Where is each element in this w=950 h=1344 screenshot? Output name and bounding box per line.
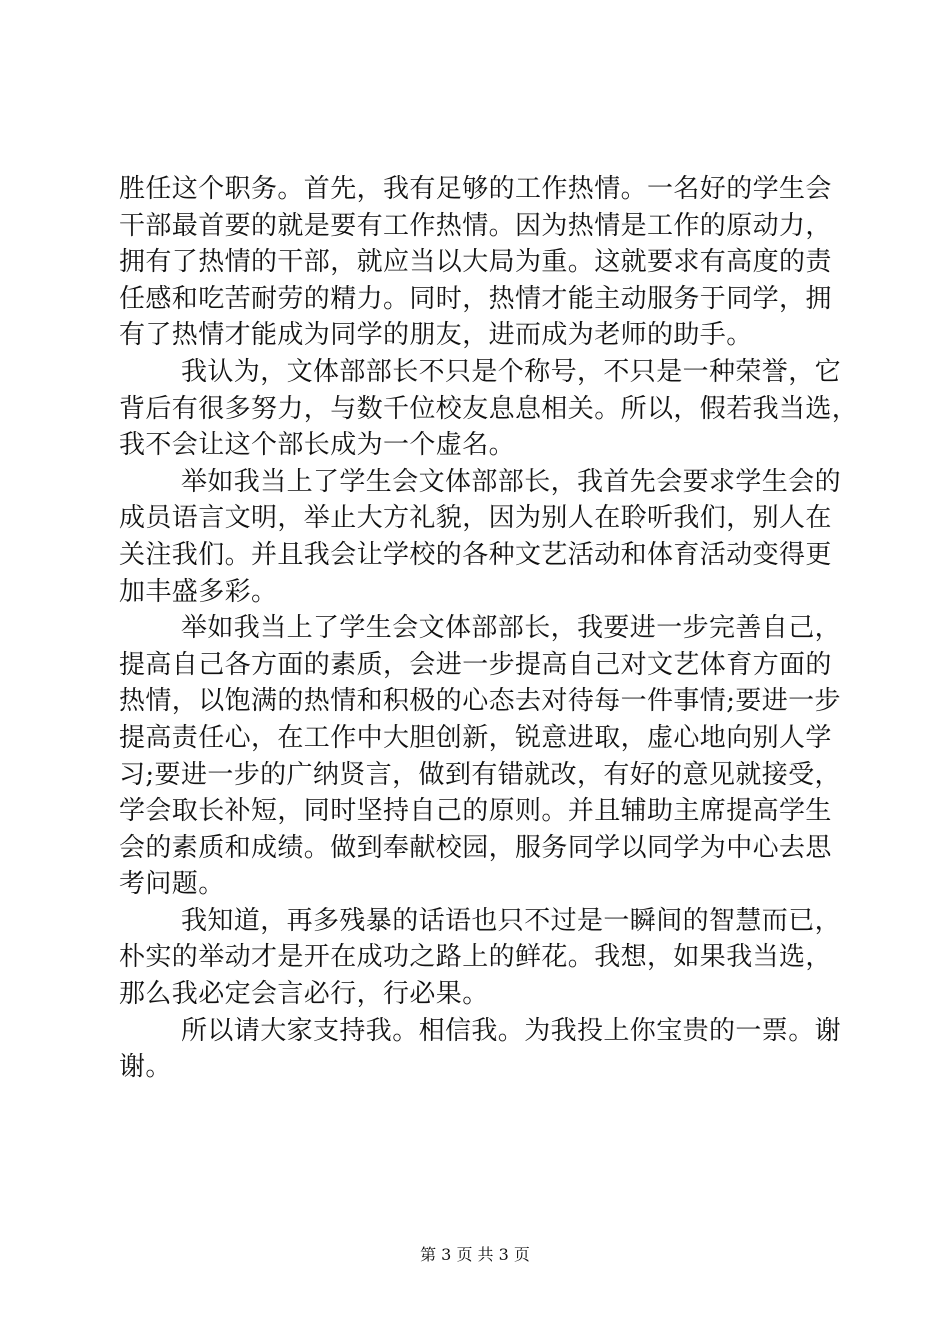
paragraph-first-line: 举如我当上了学生会文体部部长，我首先会要求学生会的 [181, 466, 842, 497]
text-line: 胜任这个职务。首先，我有足够的工作热情。一名好的学生会 [119, 174, 832, 204]
paragraph-first-line: 所以请大家支持我。相信我。为我投上你宝贵的一票。谢 [181, 1015, 842, 1046]
text-line: 背后有很多努力，与数千位校友息息相关。所以，假若我当选， [119, 393, 859, 424]
paragraph-first-line: 举如我当上了学生会文体部部长，我要进一步完善自己， [181, 613, 842, 644]
text-line: 成员语言文明，举止大方礼貌，因为别人在聆听我们，别人在 [119, 503, 832, 534]
text-line: 提高自己各方面的素质，会进一步提高自己对文艺体育方面的 [119, 649, 832, 680]
text-line: 干部最首要的就是要有工作热情。因为热情是工作的原动力， [119, 210, 832, 241]
speech-body [119, 171, 859, 1086]
text-line: 谢。 [119, 1052, 172, 1083]
text-line: 拥有了热情的干部，就应当以大局为重。这就要求有高度的责 [119, 247, 832, 278]
text-line: 加丰盛多彩。 [119, 576, 278, 607]
text-line: 有了热情才能成为同学的朋友，进而成为老师的助手。 [119, 320, 753, 351]
text-line: 我不会让这个部长成为一个虚名。 [119, 430, 516, 461]
text-line: 提高责任心，在工作中大胆创新，锐意进取，虚心地向别人学 [119, 722, 832, 753]
text-line: 那么我必定会言必行，行必果。 [119, 979, 489, 1010]
text-line: 朴实的举动才是开在成功之路上的鲜花。我想，如果我当选， [119, 942, 832, 973]
text-line: 习;要进一步的广纳贤言，做到有错就改，有好的意见就接受， [119, 759, 841, 790]
text-line: 学会取长补短，同时坚持自己的原则。并且辅助主席提高学生 [119, 796, 832, 827]
paragraph-first-line: 我知道，再多残暴的话语也只不过是一瞬间的智慧而已， [181, 905, 842, 936]
text-line: 任感和吃苦耐劳的精力。同时，热情才能主动服务于同学，拥 [119, 283, 832, 314]
text-line: 会的素质和成绩。做到奉献校园，服务同学以同学为中心去思 [119, 832, 832, 863]
page-number-footer: 第 3 页 共 3 页 [420, 1245, 530, 1264]
text-line: 关注我们。并且我会让学校的各种文艺活动和体育活动变得更 [119, 539, 832, 570]
text-line: 考问题。 [119, 869, 225, 900]
paragraph-first-line: 我认为，文体部部长不只是个称号，不只是一种荣誉，它 [181, 356, 842, 387]
text-line: 热情，以饱满的热情和积极的心态去对待每一件事情;要进一步 [119, 686, 841, 717]
